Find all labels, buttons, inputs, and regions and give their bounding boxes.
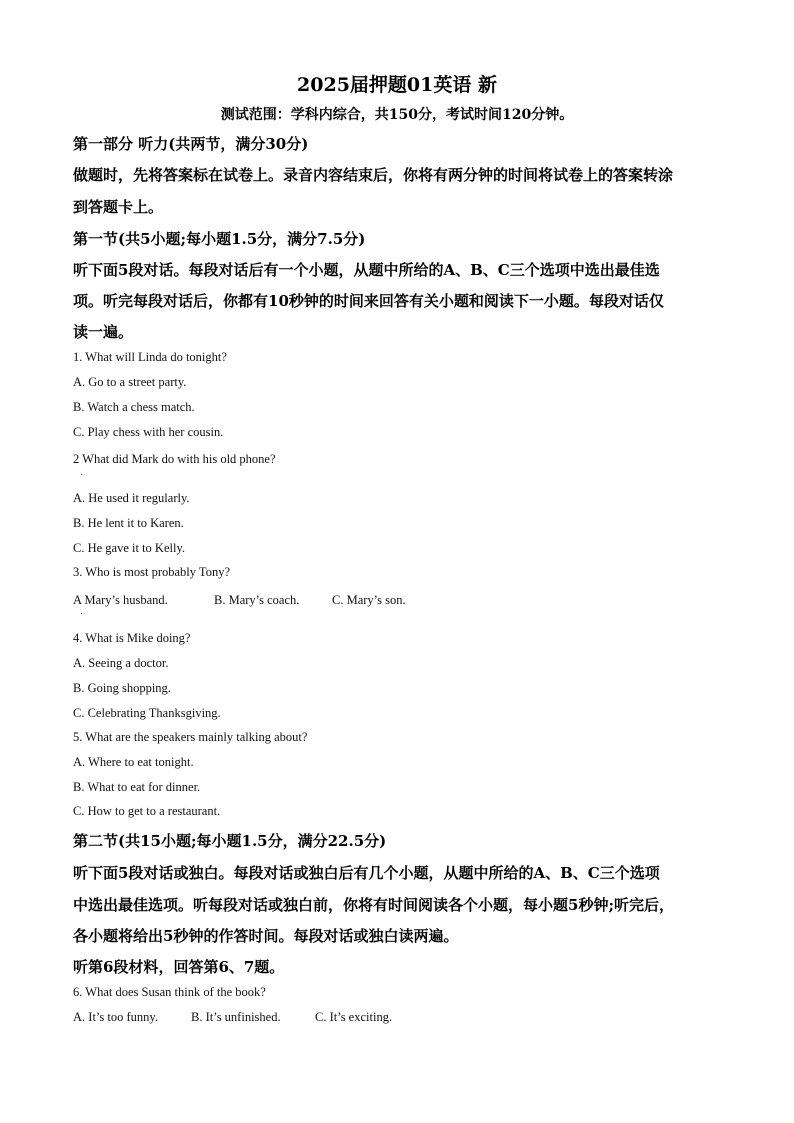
question-6: 6. What does Susan think of the book? (73, 985, 266, 999)
question-2: 2 What did Mark do with his old phone? (73, 452, 276, 466)
part1-instruction-line: 做题时，先将答案标在试卷上。录音内容结束后，你将有两分钟的时间将试卷上的答案转涂 (73, 166, 674, 184)
question-1-option-a: A. Go to a street party. (73, 375, 187, 389)
page-title: 2025届押题01英语 新 (297, 74, 497, 96)
question-2-option-a: A. He used it regularly. (73, 491, 190, 505)
question-4: 4. What is Mike doing? (73, 631, 191, 645)
material-6-heading: 听第6段材料，回答第6、7题。 (73, 958, 285, 976)
test-scope: 测试范围：学科内综合，共150分，考试时间120分钟。 (220, 107, 574, 123)
question-3: 3. Who is most probably Tony? (73, 565, 230, 579)
part1-heading: 第一部分 听力(共两节，满分30分) (73, 135, 309, 153)
question-1: 1. What will Linda do tonight? (73, 350, 227, 364)
stray-dot-mark: · (80, 470, 84, 481)
question-4-option-b: B. Going shopping. (73, 681, 171, 695)
question-5: 5. What are the speakers mainly talking about? (73, 730, 308, 744)
question-2-option-b: B. He lent it to Karen. (73, 516, 184, 530)
stray-dot-mark: · (80, 609, 84, 620)
question-1-option-c: C. Play chess with her cousin. (73, 425, 224, 439)
section2-instruction-line: 中选出最佳选项。听每段对话或独白前，你将有时间阅读各个小题，每小题5秒钟;听完后， (73, 896, 674, 914)
question-3-option-b: B. Mary’s coach. (214, 593, 300, 607)
question-6-option-c: C. It’s exciting. (315, 1010, 393, 1024)
question-3-option-a: A Mary’s husband. (73, 593, 168, 607)
question-6-options-row (73, 1010, 392, 1025)
question-1-option-b: B. Watch a chess match. (73, 400, 195, 414)
section1-heading: 第一节(共5小题;每小题1.5分，满分7.5分) (73, 230, 366, 248)
section2-instruction-line: 各小题将给出5秒钟的作答时间。每段对话或独白读两遍。 (73, 927, 459, 945)
question-4-option-c: C. Celebrating Thanksgiving. (73, 706, 221, 720)
section1-instruction-line: 听下面5段对话。每段对话后有一个小题，从题中所给的A、B、C三个选项中选出最佳选 (73, 261, 660, 279)
question-5-option-a: A. Where to eat tonight. (73, 755, 194, 769)
question-5-option-c: C. How to get to a restaurant. (73, 804, 221, 818)
question-3-options-row (73, 593, 406, 608)
question-4-option-a: A. Seeing a doctor. (73, 656, 169, 670)
section2-heading: 第二节(共15小题;每小题1.5分，满分22.5分) (73, 832, 387, 850)
question-2-option-c: C. He gave it to Kelly. (73, 541, 186, 555)
question-6-option-b: B. It’s unfinished. (191, 1010, 281, 1024)
question-5-option-b: B. What to eat for dinner. (73, 780, 201, 794)
part1-instruction-line: 到答题卡上。 (73, 198, 164, 216)
section1-instruction-line: 读一遍。 (73, 323, 134, 341)
section2-instruction-line: 听下面5段对话或独白。每段对话或独白后有几个小题，从题中所给的A、B、C三个选项 (73, 864, 660, 882)
section1-instruction-line: 项。听完每段对话后，你都有10秒钟的时间来回答有关小题和阅读下一小题。每段对话仅 (73, 292, 664, 310)
question-6-option-a: A. It’s too funny. (73, 1010, 158, 1024)
question-3-option-c: C. Mary’s son. (332, 593, 406, 607)
